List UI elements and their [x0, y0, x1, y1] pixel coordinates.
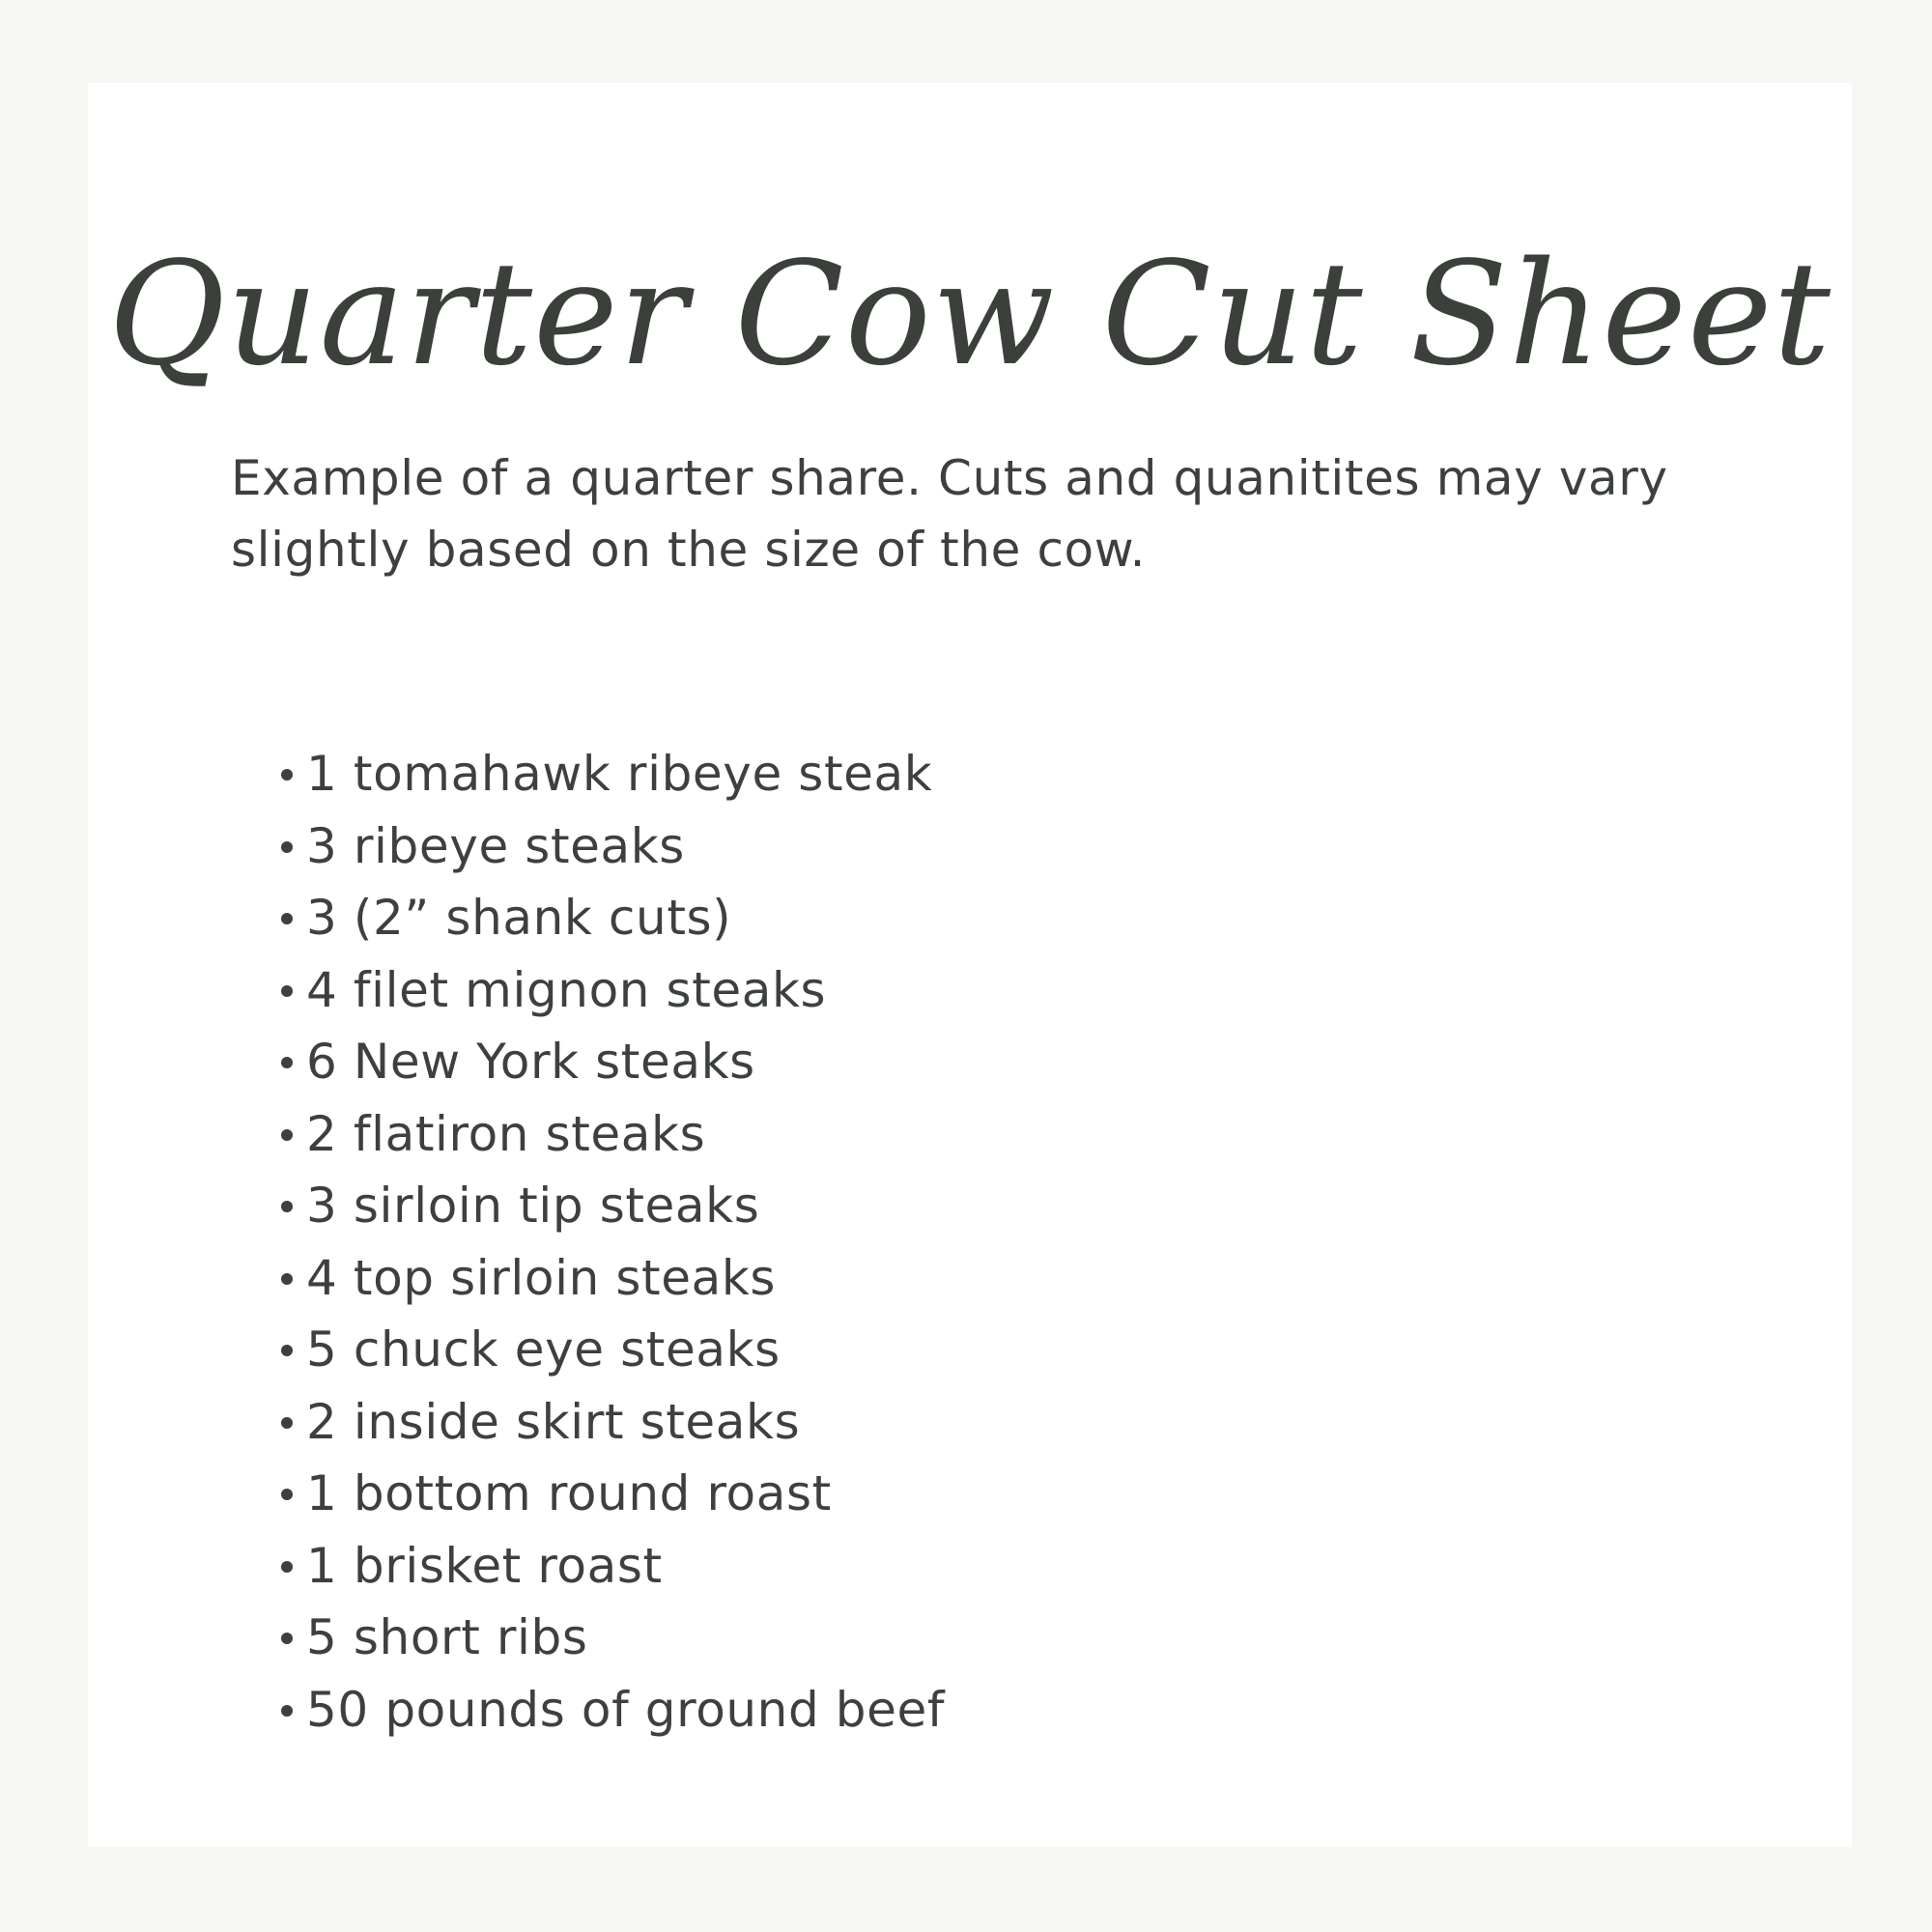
- cut-label: 1 brisket roast: [306, 1537, 663, 1594]
- bullet-icon: [281, 1489, 293, 1500]
- list-item: [281, 1098, 945, 1171]
- cuts-list: [281, 738, 945, 1746]
- cut-label: 3 (2” shank cuts): [306, 890, 732, 946]
- bullet-icon: [281, 1705, 293, 1717]
- cut-label: 5 short ribs: [306, 1609, 588, 1665]
- list-item: [281, 882, 945, 954]
- cut-label: 1 tomahawk ribeye steak: [306, 746, 933, 802]
- bullet-icon: [281, 985, 293, 997]
- list-item: [281, 738, 945, 810]
- bullet-icon: [281, 913, 293, 924]
- list-item: [281, 1530, 945, 1603]
- cut-sheet-card: [88, 83, 1852, 1847]
- bullet-icon: [281, 769, 293, 781]
- cut-label: 3 sirloin tip steaks: [306, 1178, 760, 1234]
- bullet-icon: [281, 1345, 293, 1356]
- bullet-icon: [281, 1273, 293, 1285]
- cut-label: 6 New York steaks: [306, 1034, 755, 1090]
- bullet-icon: [281, 1417, 293, 1429]
- list-item: [281, 1242, 945, 1315]
- bullet-icon: [281, 1057, 293, 1068]
- list-item: [281, 1386, 945, 1459]
- cut-label: 50 pounds of ground beef: [306, 1681, 946, 1738]
- cut-label: 5 chuck eye steaks: [306, 1321, 781, 1378]
- cut-label: 2 inside skirt steaks: [306, 1393, 801, 1450]
- list-item: [281, 1602, 945, 1674]
- cut-label: 4 top sirloin steaks: [306, 1249, 777, 1306]
- bullet-icon: [281, 1201, 293, 1212]
- list-item: [281, 1314, 945, 1386]
- bullet-icon: [281, 1561, 293, 1573]
- list-item: [281, 954, 945, 1027]
- intro-paragraph: Example of a quarter share. Cuts and quanitites may vary slightly based on the size of the cow.: [231, 450, 1668, 578]
- cut-label: 4 filet mignon steaks: [306, 961, 827, 1018]
- bullet-icon: [281, 1129, 293, 1141]
- bullet-icon: [281, 841, 293, 853]
- bullet-icon: [281, 1633, 293, 1644]
- list-item: [281, 1674, 945, 1747]
- cut-label: 1 bottom round roast: [306, 1465, 832, 1521]
- list-item: [281, 1026, 945, 1098]
- list-item: [281, 810, 945, 883]
- cut-label: 2 flatiron steaks: [306, 1105, 706, 1162]
- page-title: Quarter Cow Cut Sheet: [108, 231, 1832, 397]
- list-item: [281, 1170, 945, 1242]
- list-item: [281, 1458, 945, 1530]
- cut-label: 3 ribeye steaks: [306, 817, 685, 874]
